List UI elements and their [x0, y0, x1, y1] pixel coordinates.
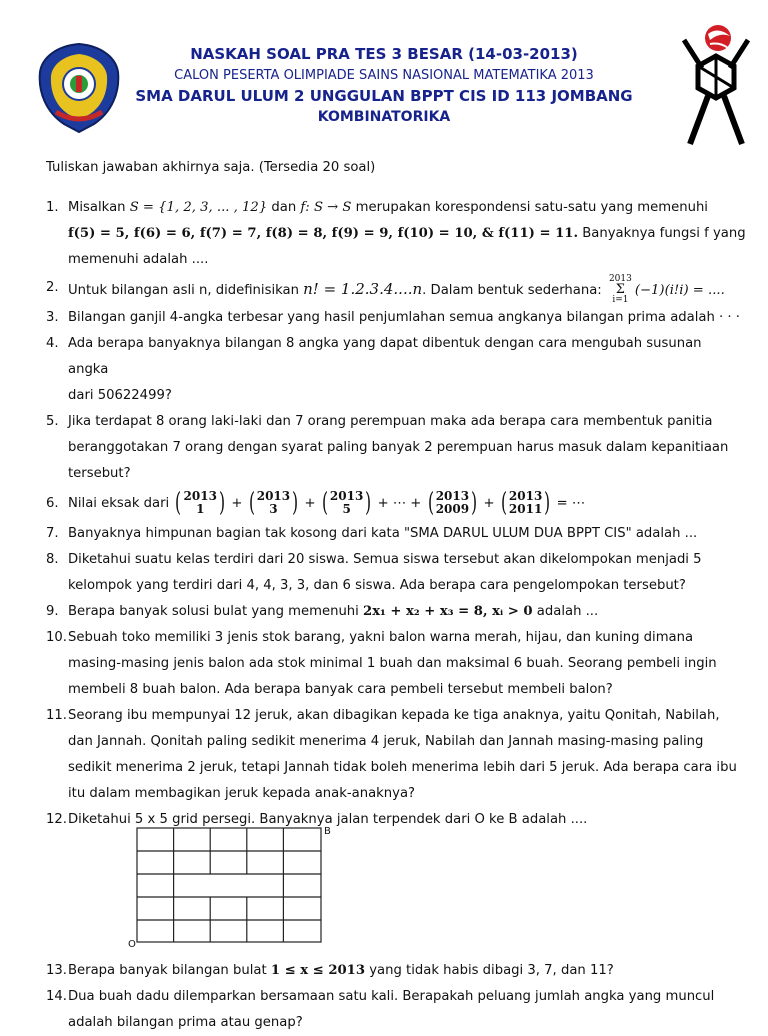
question-6 [46, 487, 746, 521]
question-number: 1. [46, 200, 59, 215]
question-text: Nilai eksak dari [68, 496, 174, 511]
binom-top: 2013 [508, 489, 543, 503]
question-text: Jika terdapat 8 orang laki-laki dan 7 orang perempuan maka ada berapa cara membentuk panitia [68, 414, 713, 429]
question-2 [46, 275, 746, 305]
question-text: dan [267, 200, 301, 215]
question-7 [46, 521, 746, 547]
question-number: 13. [46, 963, 67, 978]
plus-sign: + [304, 496, 316, 511]
question-text: Diketahui 5 x 5 grid persegi. Banyaknya jalan terpendek dari O ke B adalah .... [68, 812, 588, 827]
math-factorial: n! = 1.2.3.4....n [303, 280, 423, 298]
question-text: Ada berapa banyaknya bilangan 8 angka yang dapat dibentuk dengan cara mengubah susunan angka [68, 336, 702, 377]
question-list [46, 155, 746, 833]
binomial-coefficient: ( 2013 2009 ) [427, 488, 478, 518]
math-set: S = {1, 2, 3, ... , 12} [129, 200, 268, 215]
question-text: masing-masing jenis balon ada stok minimal 1 buah dan maksimal 6 buah. Seorang pembeli ingin [68, 656, 717, 671]
binom-top: 2013 [435, 489, 470, 503]
question-text: Dua buah dadu dilemparkan bersamaan satu kali. Berapakah peluang jumlah angka yang muncul [68, 989, 715, 1004]
question-text: yang tidak habis dibagi 3, 7, dan 11? [365, 963, 614, 978]
question-number: 4. [46, 336, 59, 351]
question-text: merupakan korespondensi satu-satu yang memenuhi [351, 200, 708, 215]
binomial-coefficient: ( 2013 5 ) [321, 488, 372, 518]
question-number: 10. [46, 630, 67, 645]
grid-label-o: O [128, 939, 136, 950]
binom-bottom: 2011 [508, 502, 543, 516]
question-text: Banyaknya himpunan bagian tak kosong dari kata "SMA DARUL ULUM DUA BPPT CIS" adalah ... [68, 526, 698, 541]
question-list-continued [46, 958, 746, 1036]
question-4 [46, 331, 746, 409]
question-11 [46, 703, 746, 807]
question-number: 14. [46, 989, 67, 1004]
header-school: SMA DARUL ULUM 2 UNGGULAN BPPT CIS ID 113 JOMBANG [135, 87, 633, 105]
math-equation: f(5) = 5, f(6) = 6, f(7) = 7, f(8) = 8, f(9) = 9, f(10) = 10, & f(11) = 11. [68, 226, 579, 241]
plus-sign: + [231, 496, 243, 511]
ellipsis-sum: + ⋯ + [373, 496, 426, 511]
question-number: 11. [46, 708, 67, 723]
question-1 [46, 195, 746, 273]
question-5 [46, 409, 746, 487]
document-header [0, 44, 768, 128]
question-text: Berapa banyak solusi bulat yang memenuhi [68, 604, 364, 619]
question-text: kelompok yang terdiri dari 4, 4, 3, 3, dan 6 siswa. Ada berapa cara pengelompokan tersebut? [68, 578, 686, 593]
binom-top: 2013 [256, 489, 291, 503]
question-text: beranggotakan 7 orang dengan syarat paling banyak 2 perempuan harus masuk dalam kepanitiaan [68, 440, 729, 455]
question-text: . Dalam bentuk sederhana: [422, 283, 606, 298]
summation-symbol [609, 275, 632, 305]
question-13 [46, 958, 746, 984]
question-text: Sebuah toko memiliki 3 jenis stok barang, yakni balon warna merah, hijau, dan kuning dimana [68, 630, 694, 645]
header-title: NASKAH SOAL PRA TES 3 BESAR (14-03-2013) [190, 45, 578, 63]
question-10 [46, 625, 746, 703]
question-9 [46, 599, 746, 625]
grid-label-b: B [324, 826, 331, 837]
question-text: Berapa banyak bilangan bulat [68, 963, 271, 978]
question-number: 9. [46, 604, 59, 619]
sum-upper-limit: 2013 [608, 274, 632, 284]
plus-sign: + [483, 496, 495, 511]
question-8 [46, 547, 746, 599]
question-text: dari 50622499? [68, 388, 172, 403]
binomial-coefficient: ( 2013 2011 ) [500, 488, 551, 518]
binom-bottom: 2009 [435, 502, 470, 516]
question-number: 5. [46, 414, 59, 429]
question-number: 8. [46, 552, 59, 567]
binom-top: 2013 [329, 489, 364, 503]
question-text: Untuk bilangan asli n, didefinisikan [68, 283, 304, 298]
math-equation: 2x₁ + x₂ + x₃ = 8, xᵢ > 0 [363, 604, 533, 619]
binom-bottom: 3 [269, 502, 278, 516]
question-number: 6. [46, 496, 59, 511]
binomial-coefficient: ( 2013 3 ) [248, 488, 299, 518]
question-text: itu dalam membagikan jeruk kepada anak-anaknya? [68, 786, 416, 801]
question-14 [46, 984, 746, 1036]
header-topic: KOMBINATORIKA [317, 109, 451, 125]
question-text: tersebut? [68, 466, 131, 481]
math-term: (−1)(i!i) = .... [634, 283, 725, 298]
binom-bottom: 5 [342, 502, 351, 516]
question-text: Bilangan ganjil 4-angka terbesar yang hasil penjumlahan semua angkanya bilangan prima adalah · · · [68, 310, 740, 325]
question-number: 2. [46, 280, 59, 295]
binomial-coefficient: ( 2013 1 ) [175, 488, 226, 518]
question-text: memenuhi adalah .... [68, 252, 209, 267]
math-inequality: 1 ≤ x ≤ 2013 [270, 963, 366, 978]
question-number: 3. [46, 310, 59, 325]
intro-instruction: Tuliskan jawaban akhirnya saja. (Tersedia 20 soal) [46, 160, 376, 175]
question-text: Seorang ibu mempunyai 12 jeruk, akan dibagikan kepada ke tiga anaknya, yaitu Qonitah, Nabilah, [68, 708, 720, 723]
question-text: dan Jannah. Qonitah paling sedikit menerima 4 jeruk, Nabilah dan Jannah masing-masing paling [68, 734, 704, 749]
question-text: adalah bilangan prima atau genap? [68, 1015, 303, 1030]
question-number: 12. [46, 812, 67, 827]
header-subtitle: CALON PESERTA OLIMPIADE SAINS NASIONAL MATEMATIKA 2013 [174, 68, 594, 83]
question-number: 7. [46, 526, 59, 541]
binom-top: 2013 [183, 489, 217, 503]
sum-lower-limit: i=1 [612, 295, 629, 305]
binom-bottom: 1 [196, 502, 205, 516]
question-text: membeli 8 buah balon. Ada berapa banyak cara pembeli tersebut membeli balon? [68, 682, 613, 697]
question-3 [46, 305, 746, 331]
equals-sign: = ⋯ [552, 496, 586, 511]
math-function: f: S → S [300, 200, 352, 215]
question-text: sedikit menerima 2 jeruk, tetapi Jannah tidak boleh menerima lebih dari 5 jeruk. Ada berapa cara ibu [68, 760, 737, 775]
question-text: Banyaknya fungsi f yang [578, 226, 746, 241]
grid-diagram [136, 827, 322, 943]
question-text: Misalkan [68, 200, 130, 215]
sigma-glyph: Σ [615, 282, 625, 297]
question-text: Diketahui suatu kelas terdiri dari 20 siswa. Semua siswa tersebut akan dikelompokan menjadi 5 [68, 552, 702, 567]
question-text: adalah ... [532, 604, 599, 619]
